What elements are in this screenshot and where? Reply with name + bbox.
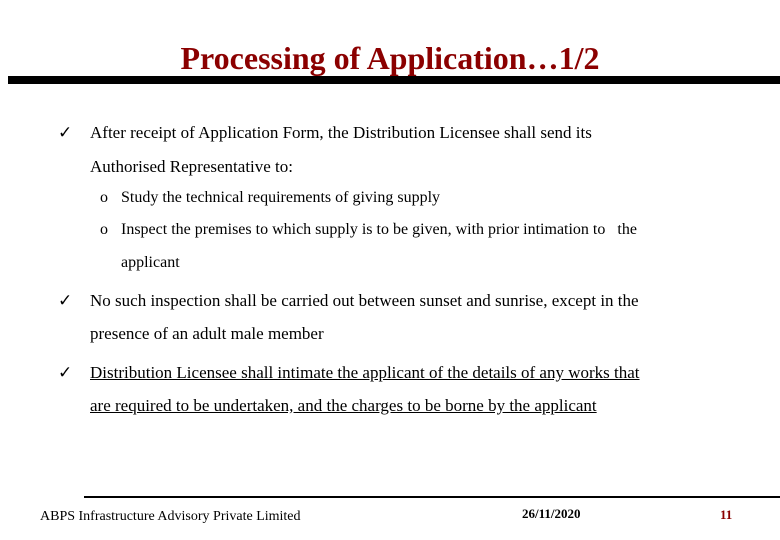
- bullet-2-line-2: presence of an adult male member: [90, 324, 324, 343]
- check-icon: ✓: [58, 123, 73, 142]
- bullet-3-line-2: are required to be undertaken, and the charges to be borne by the applicant: [90, 396, 597, 415]
- footer-company: ABPS Infrastructure Advisory Private Limited: [40, 509, 301, 524]
- check-icon: ✓: [58, 363, 73, 382]
- page-number: 11: [720, 507, 733, 522]
- title-divider: [8, 76, 780, 84]
- circle-bullet-icon: o: [100, 221, 108, 238]
- sub-bullet-2-line-2: applicant: [121, 254, 180, 271]
- check-icon: ✓: [58, 291, 73, 310]
- footer-divider: [84, 496, 780, 498]
- bullet-2-line-1: No such inspection shall be carried out between sunset and sunrise, except in the: [90, 291, 639, 310]
- sub-bullet-2-line-1: Inspect the premises to which supply is to be given, with prior intimation to the: [121, 221, 637, 238]
- slide-title: Processing of Application…1/2: [180, 40, 600, 76]
- bullet-1-line-2: Authorised Representative to:: [90, 157, 294, 176]
- bullet-1-line-1: After receipt of Application Form, the Distribution Licensee shall send its: [90, 123, 592, 142]
- bullet-3-line-1: Distribution Licensee shall intimate the applicant of the details of any works that: [90, 363, 640, 382]
- footer-date: 26/11/2020: [522, 506, 581, 521]
- sub-bullet-1-line-1: Study the technical requirements of giving supply: [121, 189, 441, 206]
- circle-bullet-icon: o: [100, 189, 108, 206]
